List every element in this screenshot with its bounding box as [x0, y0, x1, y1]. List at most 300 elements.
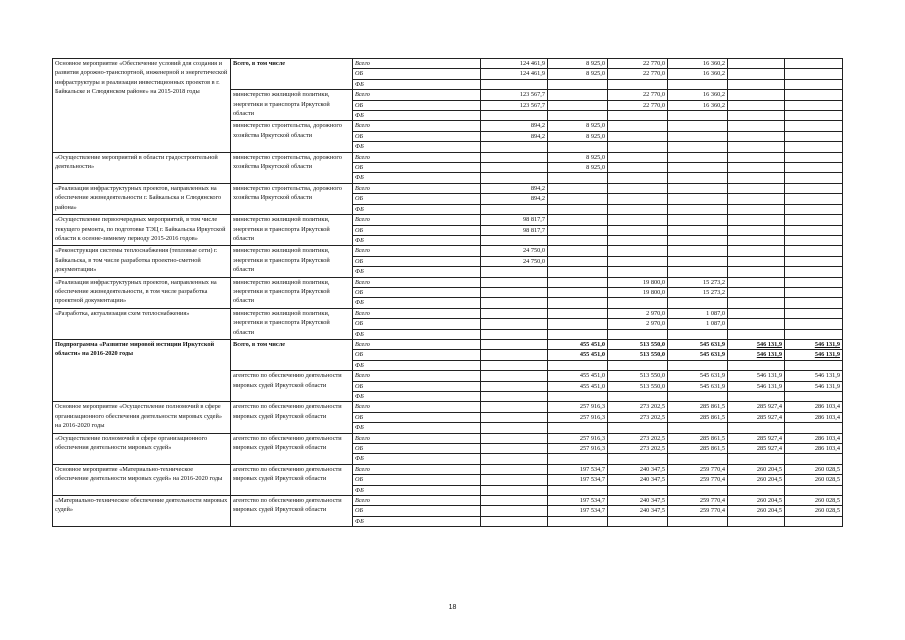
funding-source-cell: ОБ — [353, 69, 481, 79]
executor-cell: министерство строительства, дорожного хозяйства Иркутской области — [231, 183, 353, 214]
amount-cell — [481, 152, 548, 162]
amount-cell: 894,2 — [481, 183, 548, 193]
funding-source-cell: ОБ — [353, 506, 481, 516]
amount-cell — [548, 329, 608, 339]
amount-cell: 197 534,7 — [548, 464, 608, 474]
amount-cell — [548, 360, 608, 370]
amount-cell — [481, 204, 548, 214]
amount-cell: 240 347,5 — [608, 506, 668, 516]
amount-cell: 546 131,9 — [728, 381, 785, 391]
amount-cell — [548, 100, 608, 110]
amount-cell: 15 273,2 — [668, 277, 728, 287]
amount-cell: 285 927,4 — [728, 412, 785, 422]
amount-cell — [785, 131, 843, 141]
amount-cell — [548, 246, 608, 256]
amount-cell — [608, 392, 668, 402]
amount-cell — [785, 267, 843, 277]
amount-cell — [728, 277, 785, 287]
amount-cell: 273 202,5 — [608, 433, 668, 443]
amount-cell — [481, 173, 548, 183]
amount-cell — [608, 485, 668, 495]
amount-cell: 273 202,5 — [608, 412, 668, 422]
amount-cell: 259 770,4 — [668, 475, 728, 485]
amount-cell: 197 534,7 — [548, 506, 608, 516]
amount-cell — [728, 298, 785, 308]
amount-cell — [668, 204, 728, 214]
amount-cell — [608, 173, 668, 183]
amount-cell — [668, 360, 728, 370]
funding-source-cell: ФБ — [353, 392, 481, 402]
amount-cell — [548, 277, 608, 287]
amount-cell: 16 360,2 — [668, 59, 728, 69]
amount-cell: 286 103,4 — [785, 402, 843, 412]
table-row — [53, 308, 843, 318]
amount-cell: 8 925,0 — [548, 69, 608, 79]
amount-cell: 8 925,0 — [548, 131, 608, 141]
funding-source-cell: ОБ — [353, 319, 481, 329]
funding-source-cell: Всего — [353, 433, 481, 443]
amount-cell — [608, 111, 668, 121]
amount-cell — [608, 183, 668, 193]
amount-cell — [608, 131, 668, 141]
amount-cell: 455 451,0 — [548, 371, 608, 381]
amount-cell — [668, 329, 728, 339]
amount-cell: 273 202,5 — [608, 444, 668, 454]
amount-cell — [785, 225, 843, 235]
amount-cell: 285 861,5 — [668, 444, 728, 454]
amount-cell — [481, 339, 548, 349]
amount-cell — [785, 277, 843, 287]
amount-cell — [608, 516, 668, 526]
amount-cell: 257 916,3 — [548, 433, 608, 443]
amount-cell — [728, 360, 785, 370]
table-row — [53, 464, 843, 474]
amount-cell — [728, 173, 785, 183]
amount-cell: 260 028,5 — [785, 506, 843, 516]
amount-cell: 545 631,9 — [668, 371, 728, 381]
amount-cell: 894,2 — [481, 131, 548, 141]
amount-cell — [548, 225, 608, 235]
amount-cell — [608, 235, 668, 245]
amount-cell: 513 550,0 — [608, 350, 668, 360]
amount-cell: 260 028,5 — [785, 475, 843, 485]
amount-cell — [481, 142, 548, 152]
amount-cell — [728, 287, 785, 297]
amount-cell: 257 916,3 — [548, 402, 608, 412]
amount-cell — [548, 79, 608, 89]
amount-cell — [608, 142, 668, 152]
amount-cell — [668, 454, 728, 464]
funding-source-cell: ОБ — [353, 225, 481, 235]
amount-cell: 8 925,0 — [548, 152, 608, 162]
amount-cell: 123 567,7 — [481, 100, 548, 110]
funding-source-cell: ФБ — [353, 485, 481, 495]
amount-cell — [785, 142, 843, 152]
amount-cell — [785, 423, 843, 433]
amount-cell — [785, 360, 843, 370]
table-row — [53, 339, 843, 349]
amount-cell: 455 451,0 — [548, 381, 608, 391]
funding-source-cell: ФБ — [353, 516, 481, 526]
amount-cell — [785, 121, 843, 131]
amount-cell: 546 131,9 — [785, 339, 843, 349]
table-row — [53, 246, 843, 256]
amount-cell — [548, 256, 608, 266]
executor-cell: министерство жилищной политики, энергетики и транспорта Иркутской области — [231, 277, 353, 308]
amount-cell — [608, 121, 668, 131]
amount-cell — [608, 246, 668, 256]
measure-name-cell: «Осуществление мероприятий в области градостроительной деятельности» — [53, 152, 231, 183]
amount-cell — [481, 423, 548, 433]
amount-cell: 8 925,0 — [548, 59, 608, 69]
amount-cell: 98 817,7 — [481, 215, 548, 225]
amount-cell — [481, 235, 548, 245]
funding-source-cell: ФБ — [353, 235, 481, 245]
amount-cell — [548, 308, 608, 318]
amount-cell — [785, 90, 843, 100]
amount-cell — [785, 516, 843, 526]
amount-cell — [548, 215, 608, 225]
amount-cell — [548, 194, 608, 204]
funding-source-cell: ОБ — [353, 287, 481, 297]
amount-cell — [608, 215, 668, 225]
amount-cell — [481, 485, 548, 495]
amount-cell — [481, 319, 548, 329]
amount-cell — [728, 256, 785, 266]
measure-name-cell: «Реализация инфраструктурных проектов, направленных на обеспечение жизнедеятельности г. Байкальска и Слюдянского района» — [53, 183, 231, 214]
amount-cell: 545 631,9 — [668, 381, 728, 391]
table-body — [53, 59, 843, 527]
funding-source-cell: ФБ — [353, 329, 481, 339]
table-row — [53, 183, 843, 193]
amount-cell — [668, 256, 728, 266]
budget-table — [52, 58, 843, 527]
amount-cell — [481, 287, 548, 297]
amount-cell — [728, 194, 785, 204]
amount-cell — [668, 121, 728, 131]
funding-source-cell: ОБ — [353, 131, 481, 141]
executor-cell: Всего, в том числе — [231, 59, 353, 90]
amount-cell: 260 028,5 — [785, 496, 843, 506]
executor-cell: агентство по обеспечению деятельности мировых судей Иркутской области — [231, 464, 353, 495]
amount-cell: 455 451,0 — [548, 339, 608, 349]
amount-cell — [481, 402, 548, 412]
amount-cell: 285 861,5 — [668, 433, 728, 443]
amount-cell: 285 927,4 — [728, 433, 785, 443]
amount-cell: 546 131,9 — [728, 371, 785, 381]
amount-cell: 285 927,4 — [728, 444, 785, 454]
amount-cell — [548, 111, 608, 121]
amount-cell: 1 087,0 — [668, 319, 728, 329]
amount-cell — [548, 173, 608, 183]
amount-cell — [785, 246, 843, 256]
amount-cell — [608, 225, 668, 235]
amount-cell: 894,2 — [481, 194, 548, 204]
table-row — [53, 59, 843, 69]
amount-cell: 260 204,5 — [728, 464, 785, 474]
amount-cell: 257 916,3 — [548, 444, 608, 454]
table-row — [53, 215, 843, 225]
amount-cell — [668, 215, 728, 225]
funding-source-cell: Всего — [353, 277, 481, 287]
amount-cell: 260 028,5 — [785, 464, 843, 474]
funding-source-cell: ФБ — [353, 173, 481, 183]
amount-cell — [608, 329, 668, 339]
table-row — [53, 433, 843, 443]
amount-cell: 285 927,4 — [728, 402, 785, 412]
amount-cell — [481, 392, 548, 402]
executor-cell: агентство по обеспечению деятельности мировых судей Иркутской области — [231, 496, 353, 527]
amount-cell — [548, 485, 608, 495]
executor-cell: министерство жилищной политики, энергетики и транспорта Иркутской области — [231, 90, 353, 121]
amount-cell: 8 925,0 — [548, 121, 608, 131]
funding-source-cell: Всего — [353, 402, 481, 412]
measure-name-cell: «Осуществление полномочий в сфере организационного обеспечения деятельности мировых судей» — [53, 433, 231, 464]
amount-cell: 259 770,4 — [668, 506, 728, 516]
funding-source-cell: ОБ — [353, 256, 481, 266]
amount-cell: 894,2 — [481, 121, 548, 131]
amount-cell — [785, 485, 843, 495]
amount-cell — [608, 267, 668, 277]
amount-cell: 8 925,0 — [548, 163, 608, 173]
amount-cell: 15 273,2 — [668, 287, 728, 297]
funding-source-cell: Всего — [353, 121, 481, 131]
amount-cell: 197 534,7 — [548, 496, 608, 506]
funding-source-cell: ФБ — [353, 423, 481, 433]
amount-cell — [728, 90, 785, 100]
amount-cell: 285 861,5 — [668, 402, 728, 412]
executor-cell: Всего, в том числе — [231, 339, 353, 370]
funding-source-cell: Всего — [353, 308, 481, 318]
amount-cell: 16 360,2 — [668, 100, 728, 110]
amount-cell: 273 202,5 — [608, 402, 668, 412]
amount-cell — [785, 79, 843, 89]
amount-cell — [548, 235, 608, 245]
amount-cell — [728, 329, 785, 339]
amount-cell — [481, 277, 548, 287]
amount-cell — [608, 194, 668, 204]
measure-name-cell: Подпрограмма «Развитие мировой юстиции Иркутской области» на 2016-2020 годы — [53, 339, 231, 401]
amount-cell — [785, 392, 843, 402]
measure-name-cell: Основное мероприятие «Обеспечение условий для создания и развития дорожно-транспортной, инженерной и энергетической инфраструктуры и реализации инвестиционных проектов в г. Байкальске и Слюдянском районе» на 2015-2018 годы — [53, 59, 231, 153]
measure-name-cell: «Осуществление первоочередных мероприятий, в том числе текущего ремонта, по подготовке ТЭЦ г. Байкальска Иркутской области к осенне-зимнему периоду 2015-2016 годов» — [53, 215, 231, 246]
amount-cell — [668, 142, 728, 152]
page-number: 18 — [448, 604, 457, 611]
amount-cell — [728, 454, 785, 464]
funding-source-cell: ФБ — [353, 111, 481, 121]
executor-cell: министерство жилищной политики, энергетики и транспорта Иркутской области — [231, 308, 353, 339]
amount-cell — [785, 152, 843, 162]
funding-source-cell: ОБ — [353, 381, 481, 391]
amount-cell — [481, 111, 548, 121]
amount-cell: 240 347,5 — [608, 464, 668, 474]
funding-source-cell: ОБ — [353, 475, 481, 485]
amount-cell — [481, 350, 548, 360]
amount-cell: 16 360,2 — [668, 90, 728, 100]
amount-cell: 285 861,5 — [668, 412, 728, 422]
amount-cell — [785, 256, 843, 266]
funding-source-cell: Всего — [353, 90, 481, 100]
amount-cell — [785, 111, 843, 121]
amount-cell: 24 750,0 — [481, 256, 548, 266]
amount-cell — [785, 329, 843, 339]
table-row — [53, 152, 843, 162]
amount-cell — [481, 454, 548, 464]
amount-cell — [728, 235, 785, 245]
amount-cell — [728, 100, 785, 110]
amount-cell — [728, 204, 785, 214]
amount-cell — [728, 152, 785, 162]
amount-cell: 513 550,0 — [608, 371, 668, 381]
amount-cell — [481, 496, 548, 506]
amount-cell — [668, 131, 728, 141]
executor-cell: министерство жилищной политики, энергетики и транспорта Иркутской области — [231, 246, 353, 277]
amount-cell — [668, 235, 728, 245]
amount-cell — [608, 423, 668, 433]
amount-cell — [548, 392, 608, 402]
amount-cell: 257 916,3 — [548, 412, 608, 422]
amount-cell — [548, 142, 608, 152]
amount-cell: 240 347,5 — [608, 475, 668, 485]
table-row — [53, 402, 843, 412]
amount-cell — [728, 215, 785, 225]
amount-cell: 260 204,5 — [728, 506, 785, 516]
funding-source-cell: Всего — [353, 371, 481, 381]
amount-cell — [728, 183, 785, 193]
amount-cell — [668, 225, 728, 235]
amount-cell — [608, 256, 668, 266]
amount-cell — [668, 111, 728, 121]
amount-cell — [785, 173, 843, 183]
amount-cell: 513 550,0 — [608, 381, 668, 391]
amount-cell — [668, 194, 728, 204]
amount-cell — [728, 308, 785, 318]
amount-cell — [548, 183, 608, 193]
executor-cell: министерство строительства, дорожного хозяйства Иркутской области — [231, 121, 353, 152]
amount-cell — [785, 215, 843, 225]
amount-cell — [548, 90, 608, 100]
amount-cell: 1 087,0 — [668, 308, 728, 318]
funding-source-cell: ФБ — [353, 298, 481, 308]
amount-cell — [785, 308, 843, 318]
executor-cell: агентство по обеспечению деятельности мировых судей Иркутской области — [231, 402, 353, 433]
amount-cell: 455 451,0 — [548, 350, 608, 360]
funding-source-cell: ФБ — [353, 360, 481, 370]
amount-cell — [481, 412, 548, 422]
amount-cell: 16 360,2 — [668, 69, 728, 79]
amount-cell — [548, 267, 608, 277]
amount-cell — [728, 485, 785, 495]
amount-cell — [481, 506, 548, 516]
amount-cell — [728, 225, 785, 235]
amount-cell — [548, 454, 608, 464]
amount-cell: 259 770,4 — [668, 464, 728, 474]
amount-cell: 240 347,5 — [608, 496, 668, 506]
table-row — [53, 496, 843, 506]
amount-cell — [785, 59, 843, 69]
amount-cell — [481, 298, 548, 308]
amount-cell — [728, 69, 785, 79]
amount-cell — [608, 152, 668, 162]
amount-cell: 24 750,0 — [481, 246, 548, 256]
amount-cell — [481, 381, 548, 391]
funding-source-cell: Всего — [353, 152, 481, 162]
funding-source-cell: ФБ — [353, 79, 481, 89]
amount-cell: 545 631,9 — [668, 350, 728, 360]
amount-cell: 546 131,9 — [728, 339, 785, 349]
amount-cell — [728, 79, 785, 89]
amount-cell — [785, 298, 843, 308]
funding-source-cell: ОБ — [353, 100, 481, 110]
amount-cell — [668, 173, 728, 183]
amount-cell — [548, 319, 608, 329]
funding-source-cell: ФБ — [353, 454, 481, 464]
amount-cell — [785, 163, 843, 173]
amount-cell — [668, 163, 728, 173]
amount-cell — [548, 287, 608, 297]
amount-cell — [548, 516, 608, 526]
amount-cell — [548, 423, 608, 433]
funding-source-cell: Всего — [353, 339, 481, 349]
amount-cell — [481, 163, 548, 173]
amount-cell — [785, 69, 843, 79]
amount-cell: 259 770,4 — [668, 496, 728, 506]
funding-source-cell: ФБ — [353, 142, 481, 152]
amount-cell — [481, 516, 548, 526]
amount-cell — [728, 392, 785, 402]
document-page — [52, 58, 842, 527]
funding-source-cell: ОБ — [353, 444, 481, 454]
amount-cell: 260 204,5 — [728, 496, 785, 506]
amount-cell — [668, 485, 728, 495]
amount-cell — [548, 298, 608, 308]
amount-cell: 260 204,5 — [728, 475, 785, 485]
amount-cell — [481, 308, 548, 318]
amount-cell: 19 800,0 — [608, 287, 668, 297]
amount-cell: 22 770,0 — [608, 100, 668, 110]
amount-cell: 124 461,9 — [481, 59, 548, 69]
amount-cell: 197 534,7 — [548, 475, 608, 485]
amount-cell — [728, 121, 785, 131]
measure-name-cell: Основное мероприятие «Материально-техническое обеспечение деятельности мировых судей» на 2016-2020 годы — [53, 464, 231, 495]
measure-name-cell: «Реконструкция системы теплоснабжения (тепловые сети) г. Байкальска, в том числе разработка проектно-сметной документации» — [53, 246, 231, 277]
amount-cell: 546 131,9 — [728, 350, 785, 360]
amount-cell — [728, 59, 785, 69]
amount-cell: 22 770,0 — [608, 90, 668, 100]
amount-cell — [668, 392, 728, 402]
measure-name-cell: Основное мероприятие «Осуществление полномочий в сфере организационного обеспечения деятельности мировых судей» на 2016-2020 годы — [53, 402, 231, 433]
amount-cell — [728, 423, 785, 433]
amount-cell: 19 800,0 — [608, 277, 668, 287]
amount-cell — [785, 454, 843, 464]
amount-cell — [785, 235, 843, 245]
funding-source-cell: Всего — [353, 183, 481, 193]
measure-name-cell: «Реализация инфраструктурных проектов, направленных на обеспечение жизнедеятельности, в том числе разработка проектной документации» — [53, 277, 231, 308]
amount-cell — [608, 454, 668, 464]
funding-source-cell: ФБ — [353, 204, 481, 214]
amount-cell: 98 817,7 — [481, 225, 548, 235]
amount-cell — [728, 131, 785, 141]
amount-cell: 546 131,9 — [785, 381, 843, 391]
amount-cell — [481, 371, 548, 381]
funding-source-cell: Всего — [353, 496, 481, 506]
amount-cell: 545 631,9 — [668, 339, 728, 349]
amount-cell — [481, 329, 548, 339]
amount-cell — [785, 183, 843, 193]
amount-cell — [608, 163, 668, 173]
amount-cell — [608, 298, 668, 308]
amount-cell — [728, 111, 785, 121]
